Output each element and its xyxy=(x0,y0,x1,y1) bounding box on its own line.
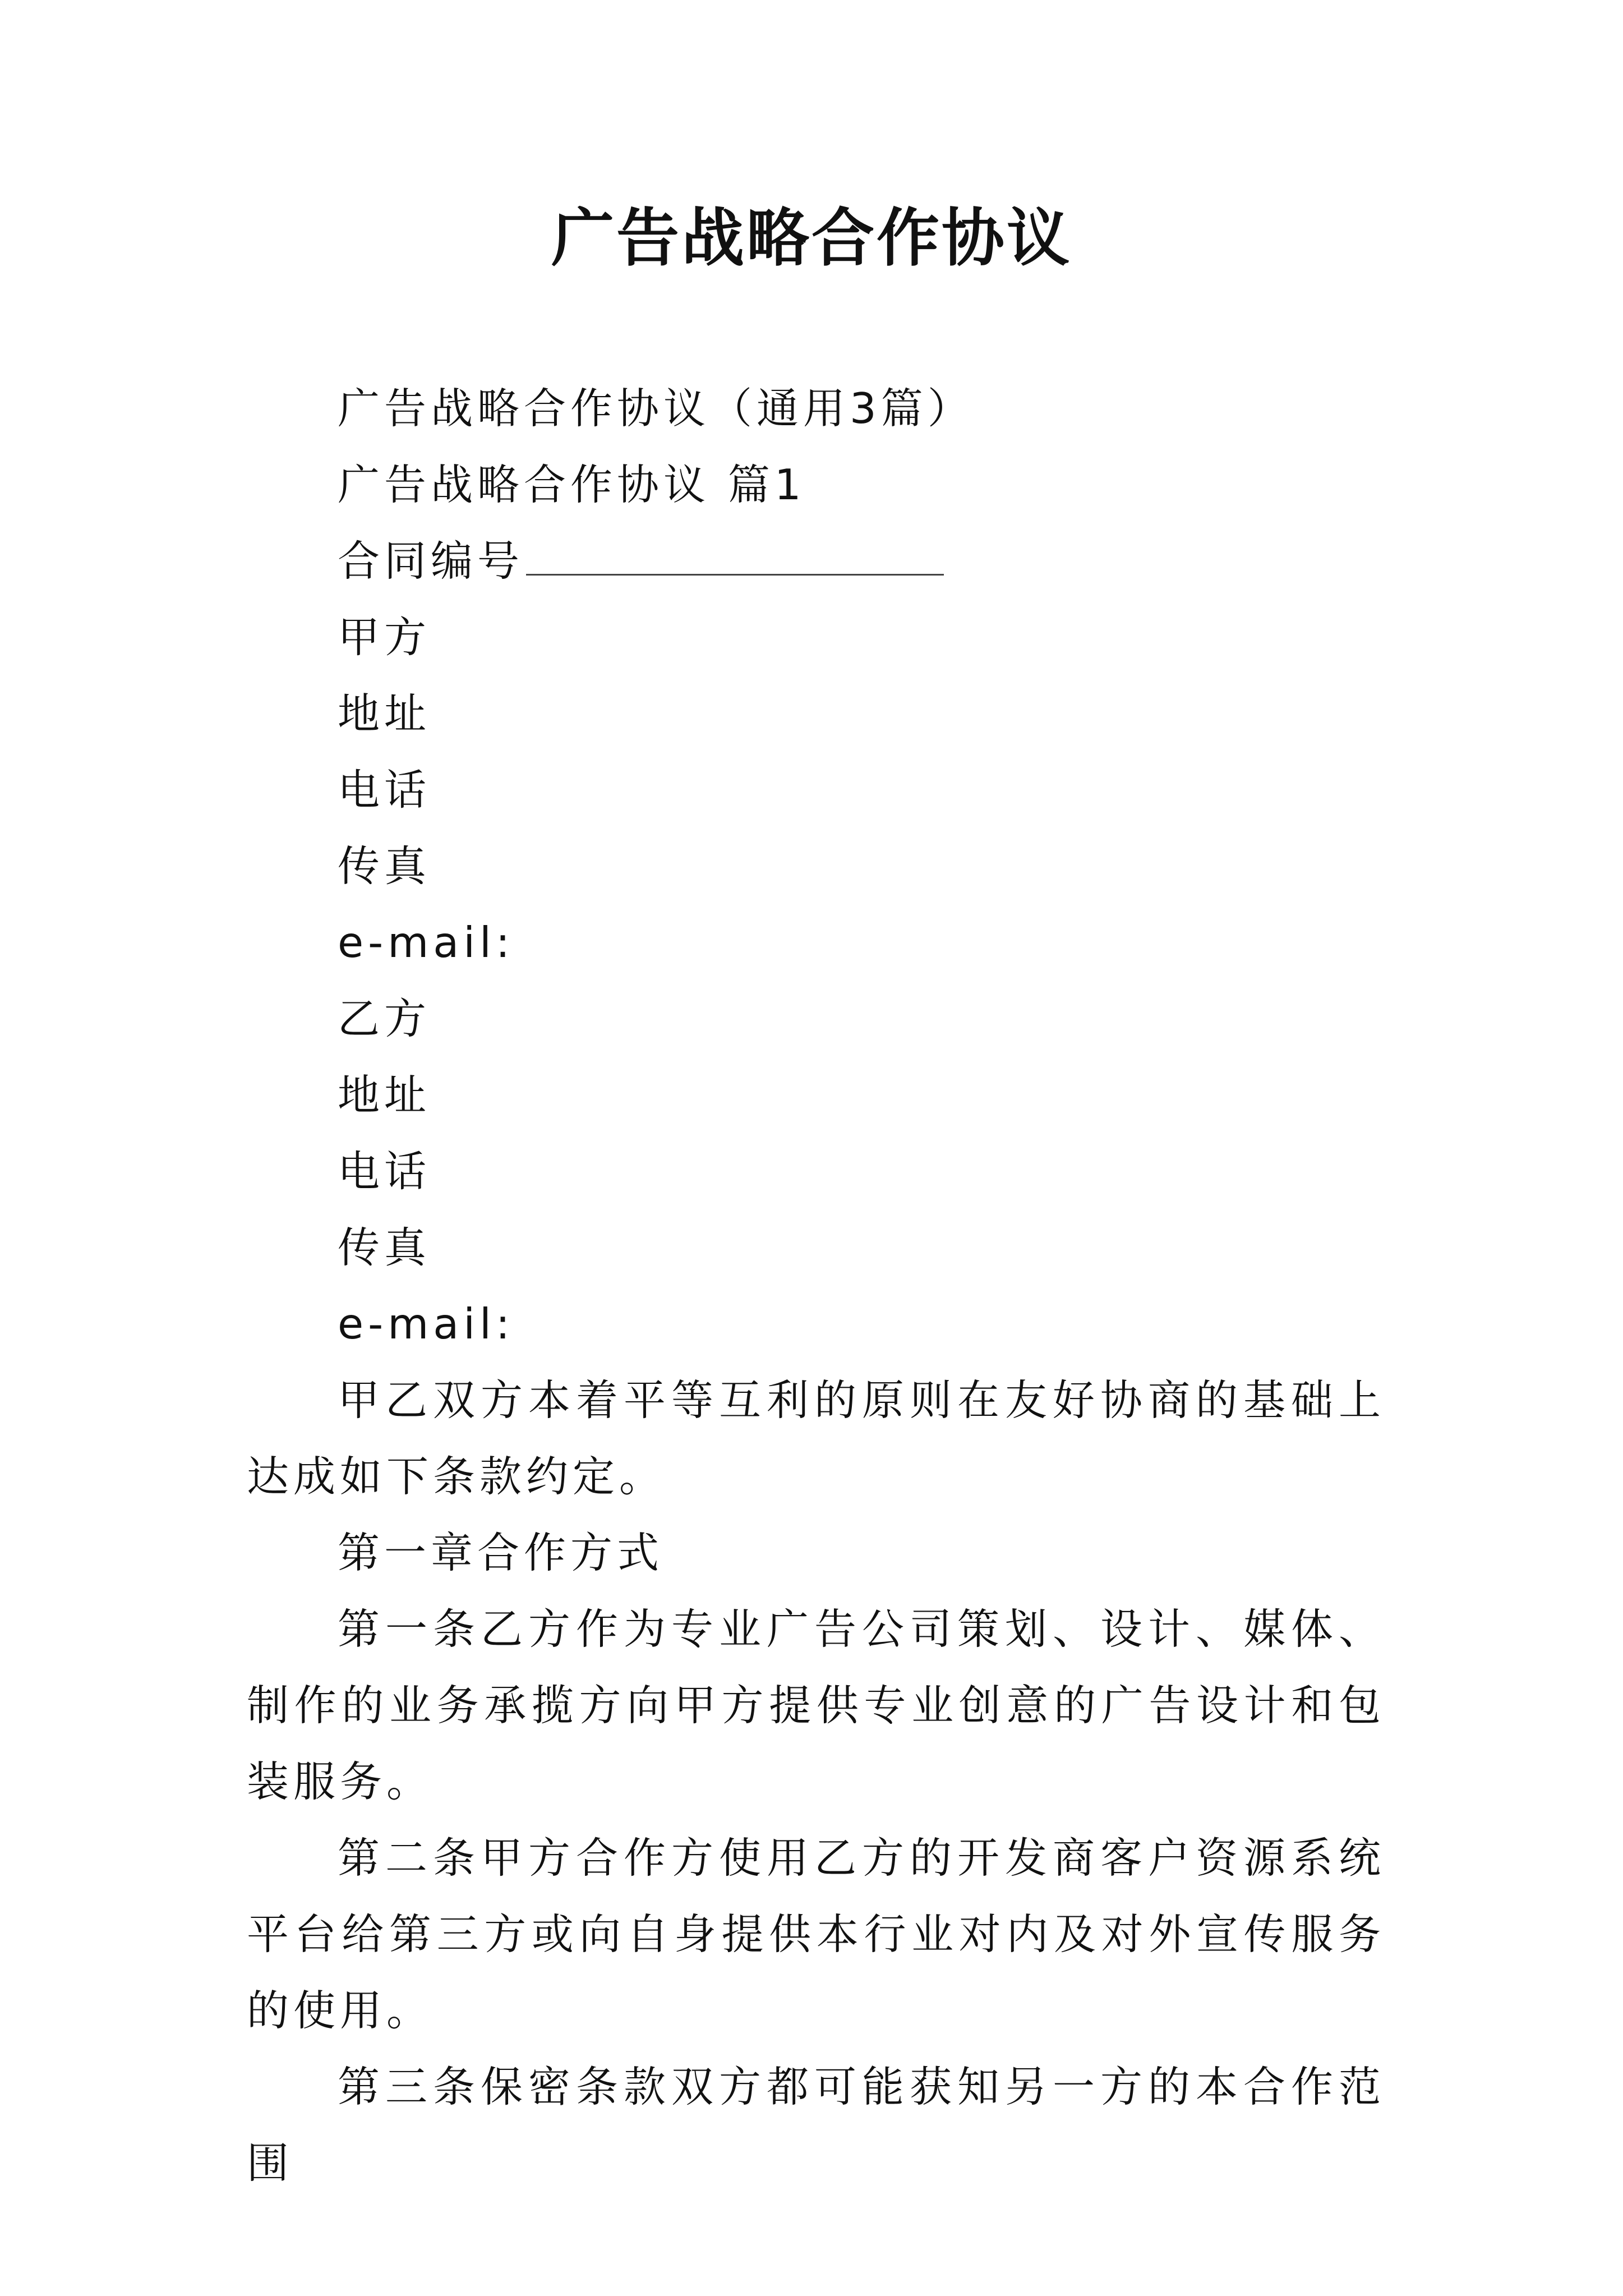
party-a-label: 甲方 xyxy=(338,613,431,662)
document-subtitle: 广告战略合作协议（通用3篇） xyxy=(338,384,974,433)
intro-paragraph: 甲乙双方本着平等互利的原则在友好协商的基础上达成如下条款约定。 xyxy=(247,1375,1385,1501)
party-a-address-label: 地址 xyxy=(338,689,431,738)
chapter-1-heading: 第一章合作方式 xyxy=(338,1528,664,1577)
party-b-phone-label: 电话 xyxy=(338,1147,431,1196)
contract-number-row xyxy=(247,523,1385,599)
party-b-address-label: 地址 xyxy=(338,1070,431,1120)
party-b-label: 乙方 xyxy=(338,994,431,1043)
contract-number-label: 合同编号 xyxy=(338,536,524,586)
document-title: 广告战略合作协议 xyxy=(551,201,1072,275)
contract-number-blank xyxy=(526,535,944,576)
party-b-fax-label: 传真 xyxy=(338,1223,431,1272)
party-a-phone-label: 电话 xyxy=(338,765,431,815)
article-2-paragraph: 第二条甲方合作方使用乙方的开发商客户资源系统平台给第三方或向自身提供本行业对内及对外宣传服务的使用。 xyxy=(247,1833,1385,2035)
article-3-paragraph: 第三条保密条款双方都可能获知另一方的本合作范围 xyxy=(247,2062,1385,2188)
party-a-email-label: e-mail: xyxy=(338,918,515,967)
document-body xyxy=(247,370,1385,2201)
article-1-paragraph: 第一条乙方作为专业广告公司策划、设计、媒体、制作的业务承揽方向甲方提供专业创意的广告设计和包装服务。 xyxy=(247,1604,1385,1806)
section-heading: 广告战略合作协议 篇1 xyxy=(338,460,806,509)
party-a-fax-label: 传真 xyxy=(338,841,431,891)
party-b-email-label: e-mail: xyxy=(338,1299,515,1349)
